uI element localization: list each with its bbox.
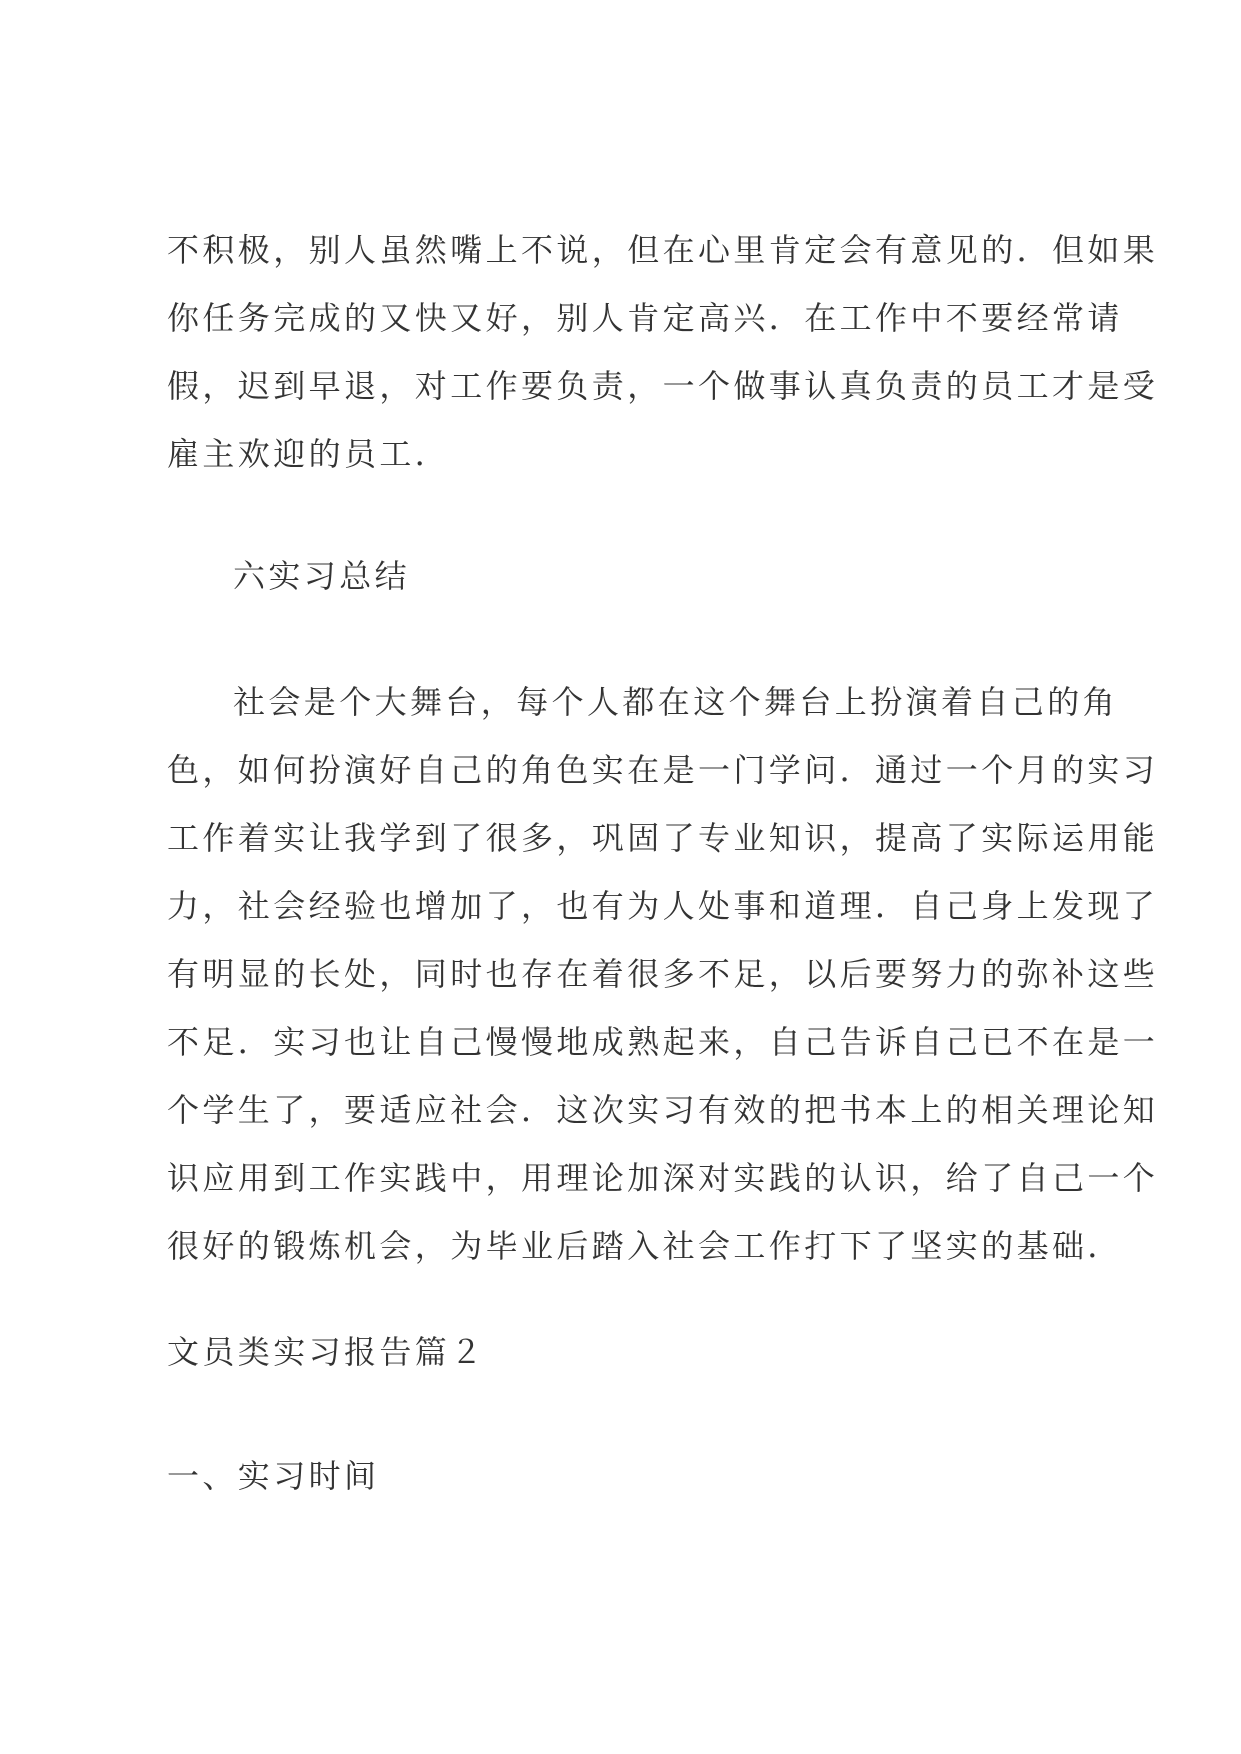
- paragraph-line: 工作着实让我学到了很多，巩固了专业知识，提高了实际运用能: [167, 819, 1159, 857]
- section-heading-summary: 六实习总结: [233, 557, 411, 595]
- paragraph-line: 很好的锻炼机会，为毕业后踏入社会工作打下了坚实的基础．: [167, 1227, 1123, 1265]
- section-heading-time: 一、实习时间: [167, 1457, 380, 1495]
- paragraph-line: 识应用到工作实践中，用理论加深对实践的认识，给了自己一个: [167, 1159, 1159, 1197]
- paragraph-line: 有明显的长处，同时也存在着很多不足，以后要努力的弥补这些: [167, 955, 1159, 993]
- paragraph-line: 雇主欢迎的员工．: [167, 435, 451, 473]
- paragraph-line: 假，迟到早退，对工作要负责，一个做事认真负责的员工才是受: [167, 367, 1159, 405]
- paragraph-line: 你任务完成的又快又好，别人肯定高兴．在工作中不要经常请: [167, 299, 1123, 337]
- paragraph-line: 个学生了，要适应社会．这次实习有效的把书本上的相关理论知: [167, 1091, 1159, 1129]
- paragraph-line: 力，社会经验也增加了，也有为人处事和道理．自己身上发现了: [167, 887, 1159, 925]
- report-heading: 文员类实习报告篇２: [167, 1333, 486, 1371]
- paragraph-line: 不足．实习也让自己慢慢地成熟起来，自己告诉自己已不在是一: [167, 1023, 1159, 1061]
- paragraph-line: 社会是个大舞台，每个人都在这个舞台上扮演着自己的角: [233, 683, 1119, 721]
- paragraph-line: 不积极，别人虽然嘴上不说，但在心里肯定会有意见的．但如果: [167, 231, 1159, 269]
- paragraph-line: 色，如何扮演好自己的角色实在是一门学问．通过一个月的实习: [167, 751, 1159, 789]
